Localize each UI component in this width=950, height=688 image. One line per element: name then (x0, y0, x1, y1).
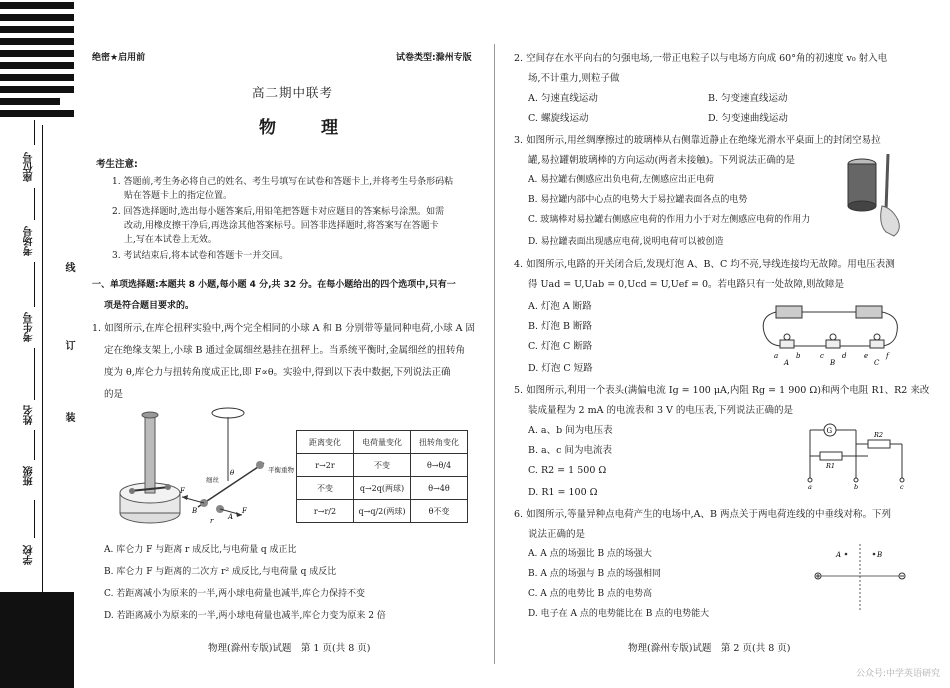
meter-circuit-figure (804, 420, 908, 490)
q5-stem: 装成量程为 2 mA 的电流表和 3 V 的电压表,下列说法正确的是 (528, 405, 793, 416)
lamp-label: B (830, 359, 836, 366)
q2-stem: 2. 空间存在水平向右的匀强电场,一带正电粒子以与电场方向成 60°角的初速度 v₀ 射入电 (514, 53, 888, 64)
q2-option-b: B. 匀变速直线运动 (708, 93, 788, 104)
q4-option-d: D. 灯泡 C 短路 (528, 363, 593, 374)
footer-page-1: 物理(滁州专版)试题 第 1 页(共 8 页) (208, 643, 371, 654)
terminal-label: a (808, 483, 812, 490)
can-rod-figure (842, 150, 910, 240)
circuit-label: f (886, 352, 889, 360)
circuit-label: c (820, 352, 824, 360)
resistor-label: R1 (826, 462, 836, 470)
q6-option-d: D. 电子在 A 点的电势能比在 B 点的电势能大 (528, 609, 710, 619)
notice-line: 1. 答题前,考生务必将自己的姓名、考生号填写在试卷和答题卡上,并将考生号条形码粘 (112, 177, 454, 187)
table-header: 电荷量变化 (354, 431, 411, 454)
table-cell: θ→4θ (411, 477, 468, 500)
galvanometer-label: G (826, 427, 833, 435)
q5-option-a: A. a、b 间为电压表 (528, 425, 613, 436)
table-header: 扭转角变化 (411, 431, 468, 454)
table-cell: q→2q(两球) (354, 477, 411, 500)
q3-option-c: C. 玻璃棒对易拉罐右侧感应电荷的作用力小于对左侧感应电荷的作用力 (528, 215, 811, 225)
label-counterweight: 平衡重物 (268, 466, 294, 474)
q1-option-a: A. 库仑力 F 与距离 r 成反比,与电荷量 q 成正比 (104, 545, 297, 555)
label-wire: 细丝 (206, 476, 219, 484)
circuit-label: d (842, 352, 847, 360)
q4-option-a: A. 灯泡 A 断路 (528, 301, 592, 312)
notice-line: 贴在答题卡上的指定位置。 (124, 191, 233, 201)
table-header: 距离变化 (297, 431, 354, 454)
exam-type-header: 试卷类型:滁州专版 (396, 53, 472, 63)
q6-stem: 说法正确的是 (528, 529, 586, 540)
svg-text:B: B (192, 507, 198, 515)
mark-bind: 装 (63, 412, 74, 422)
q6-option-c: C. A 点的电势比 B 点的电势高 (528, 589, 652, 599)
label-seat: 座位号 (24, 152, 35, 182)
table-cell: r→r/2 (297, 500, 354, 523)
lamp-label: A (784, 359, 790, 366)
svg-text:A: A (228, 513, 234, 521)
table-cell: 不变 (354, 454, 411, 477)
q3-option-a: A. 易拉罐右侧感应出负电荷,左侧感应出正电荷 (528, 175, 715, 185)
torsion-schematic-figure (176, 405, 280, 533)
point-charges-figure (810, 540, 910, 614)
section1-heading: 一、单项选择题:本题共 8 小题,每小题 4 分,共 32 分。在每小题给出的四个选项中,只有一 (92, 280, 456, 290)
page-divider (494, 44, 495, 664)
q4-option-c: C. 灯泡 C 断路 (528, 341, 593, 352)
mark-line: 线 (63, 262, 74, 272)
q1-option-d: D. 若距离减小为原来的一半,两小球电荷量也减半,库仑力变为原来 2 倍 (104, 611, 386, 621)
q1-data-table (296, 430, 468, 523)
q5-stem: 5. 如图所示,利用一个表头(满偏电流 Ig = 100 μA,内阻 Rg = 1 900 Ω)和两个电阻 R1、R2 来改 (514, 385, 930, 396)
notice-line: 上,写在本试卷上无效。 (124, 235, 217, 245)
label-room: 考场号 (24, 226, 35, 256)
q3-option-d: D. 易拉罐表面出现感应电荷,说明电荷可以被创造 (528, 237, 724, 247)
q4-stem: 得 Uad = U,Uab = 0,Ucd = U,Uef = 0。若电路只有一处故障,则故障是 (528, 279, 845, 290)
table-cell: q→q/2(两球) (354, 500, 411, 523)
table-cell: θ不变 (411, 500, 468, 523)
q2-option-d: D. 匀变速曲线运动 (708, 113, 788, 124)
svg-text:r: r (210, 517, 214, 525)
resistor-label: R2 (874, 431, 884, 439)
lamp-circuit-figure (756, 296, 908, 366)
subject-title: 物 理 (259, 118, 352, 138)
label-exam-no: 考生号 (24, 312, 35, 342)
q5-option-b: B. a、c 间为电流表 (528, 445, 613, 456)
q1-option-b: B. 库仑力 F 与距离的二次方 r² 成反比,与电荷量 q 成反比 (104, 567, 337, 577)
q6-option-a: A. A 点的场强比 B 点的场强大 (528, 549, 652, 559)
q1-stem: 的是 (104, 389, 124, 400)
table-cell: θ→θ/4 (411, 454, 468, 477)
exam-title: 高二期中联考 (252, 85, 334, 100)
table-cell: 不变 (297, 477, 354, 500)
q6-stem: 6. 如图所示,等量异种点电荷产生的电场中,A、B 两点关于两电荷连线的中垂线对称。下列 (514, 509, 891, 520)
terminal-label: c (900, 483, 904, 490)
svg-text:F: F (242, 507, 247, 515)
notice-title: 考生注意: (96, 159, 138, 170)
q1-option-c: C. 若距离减小为原来的一半,两小球电荷量也减半,库仑力保持不变 (104, 589, 366, 599)
watermark: 公众号:中学英语研究 (855, 669, 940, 679)
binding-strip (0, 0, 74, 688)
notice-line: 3. 考试结束后,将本试卷和答题卡一并交回。 (112, 251, 289, 261)
q1-stem: 1. 如图所示,在库仑扭秤实验中,两个完全相同的小球 A 和 B 分别带等量同种电荷,小球 A 固 (92, 323, 475, 334)
q1-stem: 定在绝缘支架上,小球 B 通过金属细丝悬挂在扭秤上。当系统平衡时,金属细丝的扭转角 (104, 345, 466, 356)
svg-text:F: F (180, 487, 185, 495)
q4-stem: 4. 如图所示,电路的开关闭合后,发现灯泡 A、B、C 均不亮,导线连接均无故障。用电压表测 (514, 259, 895, 270)
label-school: 学校 (24, 545, 35, 565)
terminal-label: b (854, 483, 859, 490)
mark-staple: 订 (63, 340, 74, 350)
table-cell: r→2r (297, 454, 354, 477)
q4-option-b: B. 灯泡 B 断路 (528, 321, 593, 332)
secret-header: 绝密★启用前 (92, 53, 146, 63)
notice-line: 改动,用橡皮擦干净后,再选涂其他答案标号。回答非选择题时,将答案写在答题卡 (124, 221, 439, 231)
lamp-label: C (874, 359, 880, 366)
q1-stem: 度为 θ,库仑力与扭转角度成正比,即 F∝θ。实验中,得到以下表中数据,下列说法正确 (104, 367, 451, 378)
q2-option-a: A. 匀速直线运动 (528, 93, 598, 104)
q3-option-b: B. 易拉罐内部中心点的电势大于易拉罐表面各点的电势 (528, 195, 748, 205)
notice-line: 2. 回答选择题时,选出每小题答案后,用铅笔把答题卡对应题目的答案标号涂黑。如需 (112, 207, 445, 217)
circuit-label: a (774, 352, 779, 360)
q2-stem: 场,不计重力,则粒子做 (528, 73, 620, 84)
q3-stem: 3. 如图所示,用丝绸摩擦过的玻璃棒从右侧靠近静止在绝缘光滑水平桌面上的封闭空易拉 (514, 135, 881, 146)
svg-text:θ: θ (230, 469, 235, 477)
point-label: A (836, 551, 842, 559)
label-name: 姓名 (24, 405, 35, 425)
circuit-label: e (864, 352, 869, 360)
label-class: 班级 (24, 466, 35, 486)
q5-option-d: D. R1 = 100 Ω (528, 487, 598, 498)
q2-option-c: C. 螺旋线运动 (528, 113, 589, 124)
footer-page-2: 物理(滁州专版)试题 第 2 页(共 8 页) (628, 643, 791, 654)
circuit-label: b (796, 352, 801, 360)
point-label: B (877, 551, 883, 559)
section1-heading-cont: 项是符合题目要求的。 (104, 301, 195, 311)
q5-option-c: C. R2 = 1 500 Ω (528, 465, 607, 476)
q3-stem: 罐,易拉罐朝玻璃棒的方向运动(两者未接触)。下列说法正确的是 (528, 155, 795, 166)
q6-option-b: B. A 点的场强与 B 点的场强相同 (528, 569, 662, 579)
